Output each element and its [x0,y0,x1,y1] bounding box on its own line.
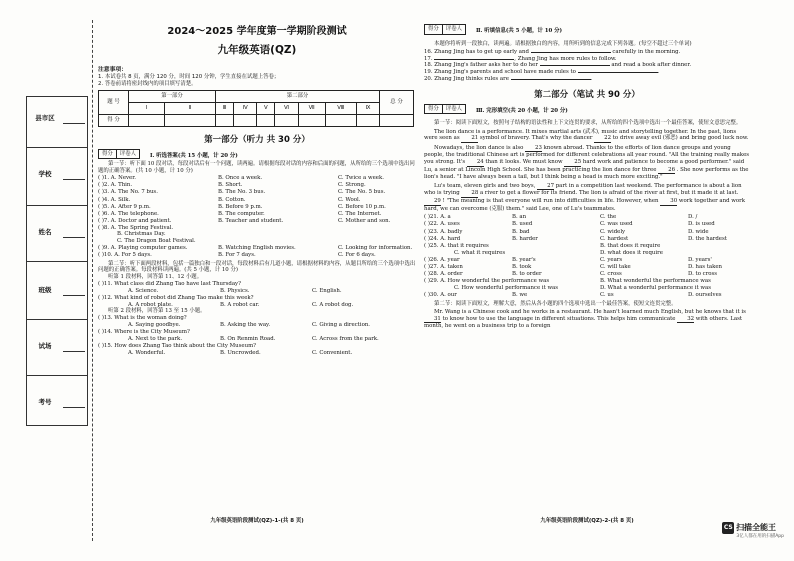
binding-label-school: 学校 [38,170,52,178]
binding-label-county: 县市区 [35,114,55,122]
scorebox-grader-label: 评卷人 [445,26,462,32]
blank-21[interactable]: 21 [461,135,478,143]
page-2-footer: 九年级英语阶段测试(QZ)-2-(共 8 页) [540,518,634,524]
question-5[interactable]: ( )5. A. After 9 p.m. B. Before 9 p.m. C. Before 10 p.m. [98,203,386,210]
exam-number-field[interactable] [63,407,85,408]
choice-28[interactable]: ( )28. A. order B. to order C. cross D. to cross [424,271,718,278]
binding-label-class: 班级 [38,286,52,294]
scorebox [98,149,140,160]
question-2[interactable]: ( )2. A. Thin. B. Short. C. Strong. [98,182,366,189]
choice-21[interactable]: ( )21. A. a B. an C. the D. / [424,214,698,221]
question-4[interactable]: ( )4. A. Silk. B. Cotton. C. Wool. [98,196,361,203]
part1-title: 第一部分（听力 共 30 分） [204,135,310,146]
choice-24[interactable]: ( )24. A. hard B. harder C. hardest D. the hardest [424,235,727,242]
notes-heading: 注意事项： [98,66,127,73]
section3-header [424,104,750,115]
choice-26[interactable]: ( )26. A. year B. year's C. years D. years' [424,256,712,263]
room-field[interactable] [63,351,85,352]
name-field[interactable] [63,237,85,238]
score-col: Ⅷ [325,103,356,115]
student-info-binding [26,96,88,426]
section2-header [424,24,750,35]
watermark-brand: 扫描全能王 [736,522,777,532]
school-field[interactable] [63,179,85,180]
question-13[interactable]: ( )13. What is the woman doing? A. Saying goodbye. B. Asking the way. C. Giving a direction. [98,315,416,328]
score-col: Ⅸ [356,103,379,115]
binding-label-exam-number: 考号 [38,398,52,406]
score-cell[interactable] [325,115,356,127]
reading-passage: Mr. Wang is a Chinese cook and he works in a restaurant. He hasn't learned much English, but he knows that it is 31 to know how to use the language in different situations. This helps him communicate 32 with others. Last month, he went on a business trip to a foreign [424,309,746,330]
score-cell[interactable] [275,115,298,127]
blank-23[interactable]: 23 [525,145,542,153]
fill-19[interactable]: 19. Zhang Jing's parents and school have made rules to . [424,68,660,75]
question-11-stem: ( )11. What class did Zhang Tao have last Thursday? [98,281,241,288]
score-part1-header: 第一部分 [129,91,216,103]
question-9[interactable]: ( )9. A. Playing computer games. B. Watching English movies. C. Looking for information. [98,245,413,252]
fill-20[interactable]: 20. Zhang Jing thinks rules are . [424,75,593,82]
camscanner-logo-icon: CS [722,522,734,534]
question-10[interactable]: ( )10. A. For 5 days. B. For 7 days. C. For 6 days. [98,252,376,259]
score-table [98,90,414,127]
blank-25[interactable]: 25 [564,159,581,167]
scanner-watermark [722,522,784,539]
score-cell[interactable] [380,115,414,127]
score-col: Ⅲ [216,103,234,115]
blank-28[interactable]: 28 [461,190,478,198]
fill-17[interactable]: 17. , Zhang Jing has more rules to follow. [424,55,617,62]
score-row2-label: 得 分 [99,115,129,127]
scorebox-grader-label: 评卷人 [119,150,136,157]
page-2 [424,18,750,524]
scorebox [424,24,466,35]
score-cell[interactable] [298,115,325,127]
section3-intro: 第一节：阅读下面短文，按照句子结构的语法性和上下文连贯的要求，从所给的四个选项中选出一个最佳答案，使短文意思完整。 [434,120,742,127]
score-part2-header: 第二部分 [216,91,380,103]
notes-item: 2. 答卷前请将密封线内的项目填写清楚。 [98,80,197,87]
scorebox-score-label: 得分 [99,150,117,159]
question-14-stem: ( )14. Where is the City Museum? [98,329,190,336]
scorebox-grader-label: 评卷人 [445,105,462,112]
blank-32[interactable]: 32 [677,316,694,324]
material-2-label: 听第 2 段材料，回答第 13 至 15 小题。 [108,308,206,315]
fill-16[interactable]: 16. Zhang Jing has to get up early and carefully in the morning. [424,49,681,56]
choice-23[interactable]: ( )23. A. badly B. bad C. widely D. wide [424,228,709,235]
question-8-option-b: B. Christmas Day. [117,231,166,238]
scorebox-score-label: 得分 [425,25,443,34]
class-field[interactable] [63,295,85,296]
scorebox [424,104,466,115]
question-15-stem: ( )15. How does Zhang Tao think about the City Museum? [98,342,257,349]
question-8-option-c: C. The Dragon Boat Festival. [117,237,196,244]
cloze-passage: Lu's team, eleven girls and two boys, 27 part in a competition last weekend. The performance is about a lion who is trying 28 a river to get a flower for its friend. The lion is afraid of the river at first, but it made it at last. 29 ! "The meaning is that everyone will run into difficulties in life. However, when 30 work together and work hard, we can overcome (克服) them." said Lee, one of Lu's teammates. [424,182,745,212]
binding-label-room: 试场 [38,342,52,350]
score-cell[interactable] [129,115,165,127]
blank-26[interactable]: 26 [658,167,675,175]
notes-item: 1. 本试卷共 8 页，满分 120 分，时间 120 分钟，学生直接在试题上答卷； [98,74,280,81]
question-7[interactable]: ( )7. A. Doctor and patient. B. Teacher and student. C. Mother and son. [98,218,391,225]
score-cell[interactable] [356,115,379,127]
question-12[interactable]: ( )12. What kind of robot did Zhang Tao make this week? A. A robot plate. B. A robot car. C. A robot dog. [98,295,416,308]
section1-title: Ⅰ. 听选答案(共 15 小题，计 20 分) [149,152,238,159]
score-cell[interactable] [257,115,275,127]
section1b-intro: 第二节：听下面两段材料，包括一篇独白和一段对话，每段材料后有几道小题，请根据材料的内容，从题目所给的三个选项中选出问题的正确答案。每段材料读两遍。(共 5 小题，计 10 分) [98,260,416,274]
blank-22[interactable]: 22 [594,135,611,143]
score-col: Ⅰ [129,103,165,115]
score-cell[interactable] [165,115,216,127]
question-8[interactable] [98,225,416,245]
scorebox-score-label: 得分 [425,105,443,114]
page-1-footer: 九年级英语阶段测试(QZ)-1-(共 8 页) [210,518,304,524]
county-field[interactable] [63,123,85,124]
seal-line [92,20,93,541]
choice-22[interactable]: ( )22. A. uses B. used C. was used D. is used [424,221,715,228]
score-col: Ⅴ [257,103,275,115]
section1-intro: 第一节：听下面 10 段对话，每段对话后有一个问题，读两遍。请根据每段对话的内容和后面的问题，从所给的三个选项中选出问题的正确答案。(共 10 小题，计 10 分) [98,161,415,174]
section1-header [98,149,416,160]
question-14[interactable]: ( )14. Where is the City Museum? A. Next to the park. B. On Renmin Road. C. Across from the park. [98,329,416,342]
question-11[interactable]: ( )11. What class did Zhang Tao have last Thursday? A. Science. B. Physics. C. English. [98,281,416,294]
watermark-subtitle: 3亿人都在用的扫描App [736,533,784,539]
question-13-stem: ( )13. What is the woman doing? [98,315,187,322]
question-3[interactable]: ( )3. A. The No. 7 bus. B. The No. 3 bus. C. The No. 5 bus. [98,189,386,196]
blank-27[interactable]: 27 [537,183,554,191]
score-cell[interactable] [234,115,257,127]
material-1-label: 听第 1 段材料，回答第 11、12 小题。 [108,274,203,281]
question-8-option-a: ( )8. A. The Spring Festival. [98,224,174,231]
part2-title: 第二部分（笔试 共 90 分） [534,90,640,101]
exam-title: 2024～2025 学年度第一学期阶段测试 [167,26,347,37]
blank-30[interactable]: 30 [660,198,677,206]
score-col: Ⅱ [165,103,216,115]
blank-31[interactable]: 31 [424,316,441,324]
section3b-intro: 第二节：阅读下面短文，理解大意，然后从各小题的四个选项中选出一个最佳答案，使短文连贯完整。 [434,300,677,307]
choice-27[interactable]: ( )27. A. taken B. took C. will take D. has taken [424,263,723,270]
cloze-passage: Nowadays, the lion dance is also 23 known abroad. Thanks to the efforts of lion dance groups and young people, the traditional Chinese art is performed for different celebrations all year round. "All the training really makes you strong. It's 24 than it looks. We must know 25 hard work and patience to become a good performer." said Lu, a senior at Lincoln High School. She has been practicing the lion dance for three 26 . She now performs as the lion's head. "I have always been a tail, but I think being a head is much more exciting." [424,144,750,181]
section2-title: Ⅱ. 听填信息(共 5 小题，计 10 分) [475,28,563,34]
score-col: Ⅵ [275,103,298,115]
cloze-choices [424,214,750,298]
section3-title: Ⅲ. 完形填空(共 20 小题，计 20 分) [475,107,568,114]
question-12-stem: ( )12. What kind of robot did Zhang Tao make this week? [98,295,254,301]
score-total-header: 总 分 [380,91,414,115]
score-col: Ⅶ [298,103,325,115]
question-6[interactable]: ( )6. A. The telephone. B. The computer. C. The Internet. [98,210,382,217]
section2-intro: 本题你将听到一段独白，读两遍。请根据独白的内容，用所听到的信息完成下列各题。(每空不超过三个单词) [434,40,692,47]
page-1 [98,18,416,524]
blank-29[interactable]: 29 [424,198,441,206]
score-cell[interactable] [216,115,234,127]
questions-1-7 [98,175,416,225]
blank-24[interactable]: 24 [467,159,484,167]
choice-29[interactable]: ( )29. A. How wonderful the performance was B. What wonderful the performance was C. How wonderful performance it was D. What a wonderful performance it was [424,278,711,291]
exam-subtitle: 九年级英语(QZ) [217,44,297,57]
choice-25[interactable]: ( )25. A. that it requires B. that does it require C. what it requires D. what does it require [424,242,663,256]
question-15[interactable]: ( )15. How does Zhang Tao think about the City Museum? A. Wonderful. B. Uncrowded. C. Convenient. [98,343,416,356]
question-1[interactable]: ( )1. A. Never. B. Once a week. C. Twice a week. [98,174,384,181]
score-row-label: 题 号 [99,91,129,115]
choice-30[interactable]: ( )30. A. our B. we C. us D. ourselves [424,292,722,299]
binding-label-name: 姓名 [38,228,52,236]
notes [98,67,416,87]
cloze-passage: The lion dance is a performance. It mixes martial arts (武术), music and storytelling together. In the past, lions were seen as 21 symbol of bravery. That's why the dancer 22 to drive away evil (邪恶) and bring good luck now. [424,128,749,142]
fill-18[interactable]: 18. Zhang Jing's father asks her to do her and read a book after dinner. [424,62,692,69]
score-col: Ⅳ [234,103,257,115]
